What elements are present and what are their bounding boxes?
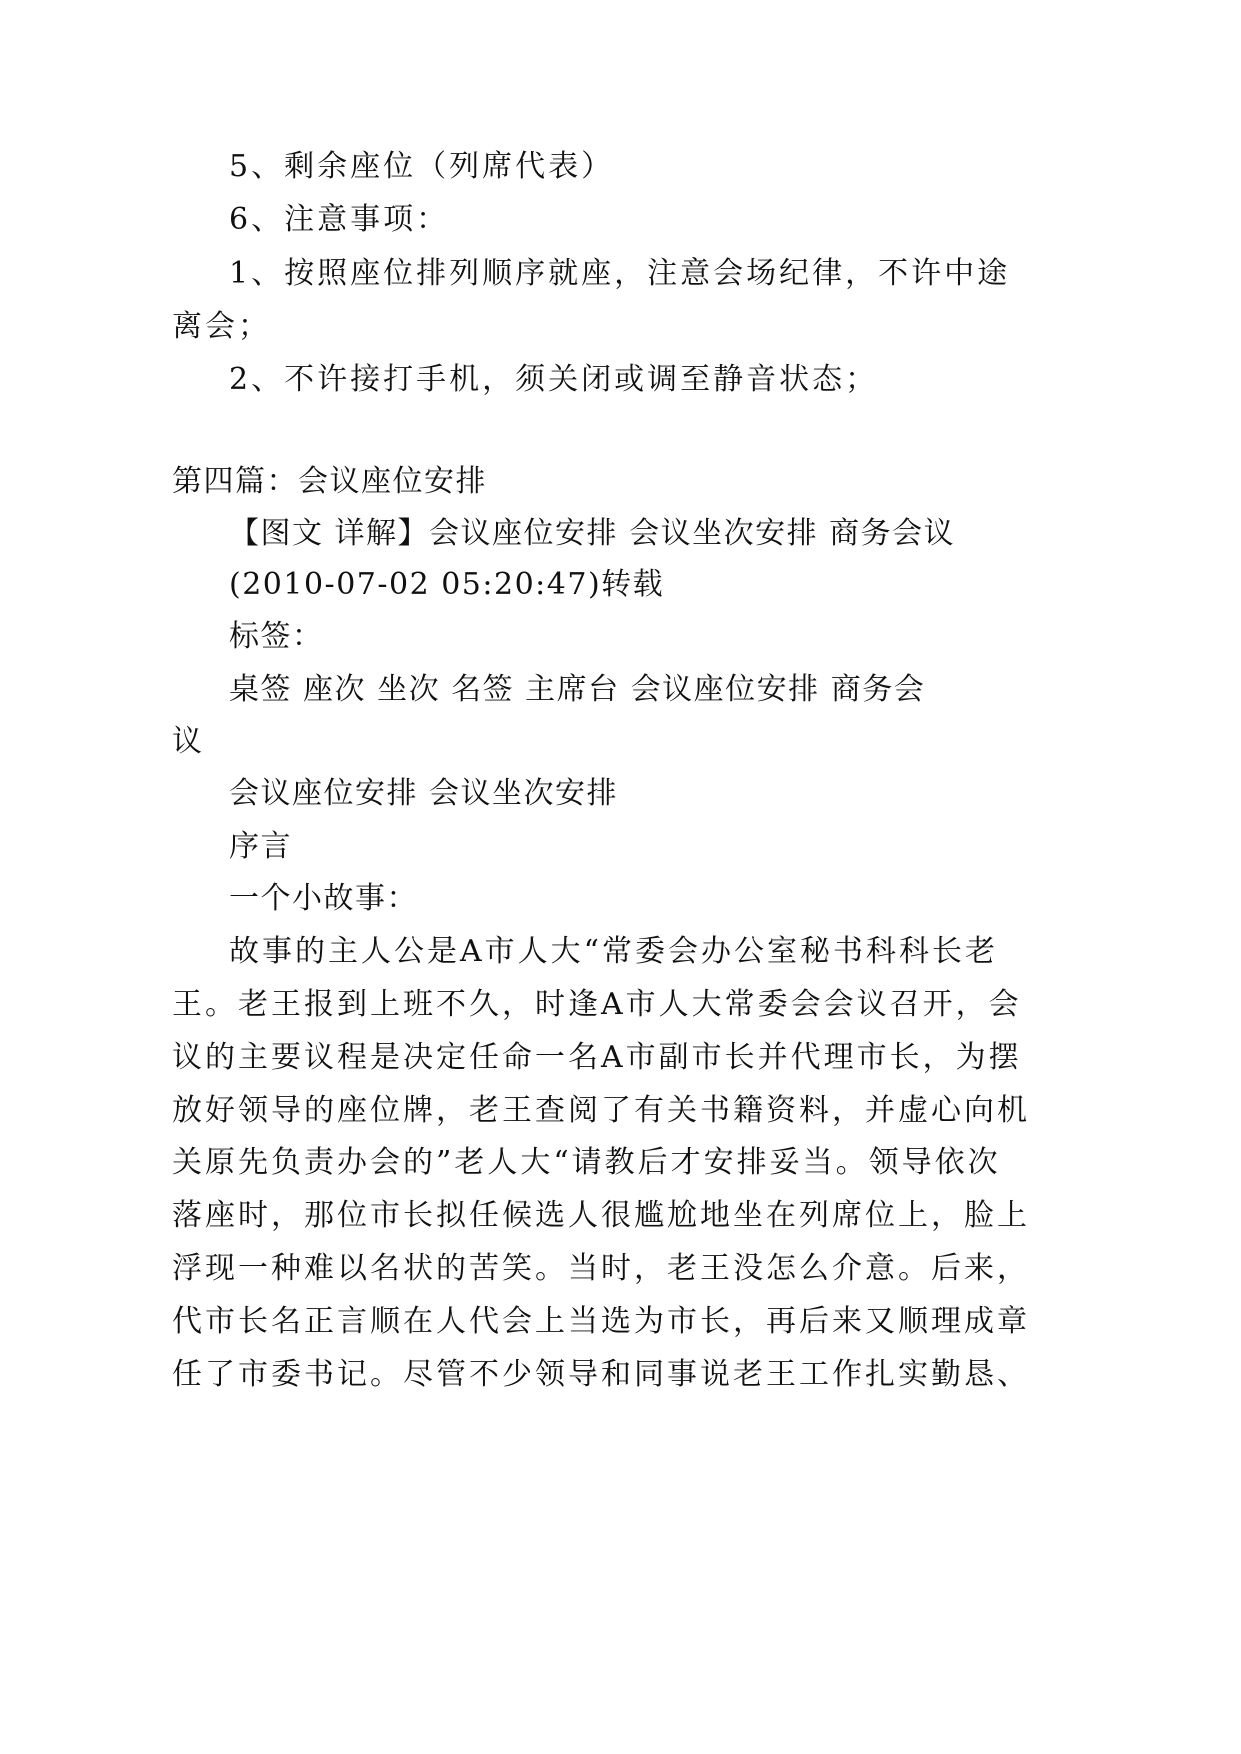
section-title: 第四篇：会议座位安排 [172, 464, 487, 499]
story-line-8: 代市长名正言顺在人代会上当选为市长，再后来又顺理成章 [172, 1304, 1030, 1339]
story-line-7: 浮现一种难以名状的苦笑。当时，老王没怎么介意。后来， [172, 1251, 1030, 1286]
article-headline: 【图文 详解】会议座位安排 会议坐次安排 商务会议 [229, 516, 956, 551]
story-line-9: 任了市委书记。尽管不少领导和同事说老王工作扎实勤恳、 [172, 1357, 1030, 1392]
article-subtitle: 会议座位安排 会议坐次安排 [229, 776, 619, 811]
story-line-4: 放好领导的座位牌，老王查阅了有关书籍资料，并虚心向机 [172, 1093, 1030, 1128]
preface-heading: 序言 [229, 829, 292, 864]
story-line-2: 王。老王报到上班不久，时逢A市人大常委会会议召开，会 [172, 987, 1022, 1022]
list-item-notes-heading: 6、注意事项： [229, 202, 450, 237]
note-seating-order-line-1: 1、按照座位排列顺序就座，注意会场纪律，不许中途 [229, 256, 1011, 291]
story-line-5: 关原先负责办会的”老人大“请教后才安排妥当。领导依次 [172, 1145, 1001, 1180]
note-seating-order-line-2: 离会； [172, 309, 271, 344]
story-line-3: 议的主要议程是决定任命一名A市副市长并代理市长，为摆 [172, 1040, 1022, 1075]
list-item-remaining-seats: 5、剩余座位（列席代表） [229, 149, 615, 184]
article-timestamp: (2010-07-02 05:20:47)转载 [229, 567, 665, 602]
note-phone-line: 2、不许接打手机，须关闭或调至静音状态； [229, 362, 879, 397]
story-line-6: 落座时，那位市长拟任候选人很尴尬地坐在列席位上，脸上 [172, 1198, 1030, 1233]
story-intro: 一个小故事： [229, 881, 418, 916]
tags-line-1: 桌签 座次 坐次 名签 主席台 会议座位安排 商务会 [229, 672, 926, 707]
tags-line-2: 议 [172, 724, 204, 759]
tags-label: 标签： [229, 619, 324, 654]
story-line-1: 故事的主人公是A市人大“常委会办公室秘书科科长老 [229, 934, 999, 969]
